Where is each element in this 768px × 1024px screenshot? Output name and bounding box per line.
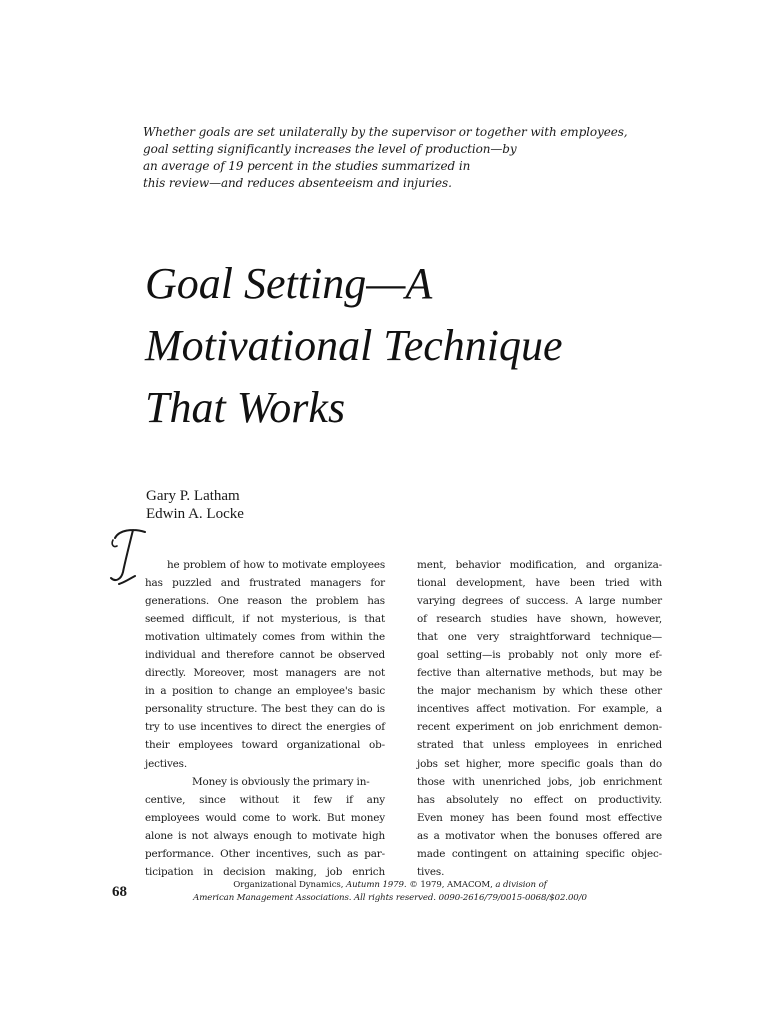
body-line: Money is obviously the primary in- <box>192 775 370 788</box>
title-line: Motivational Technique <box>145 321 563 370</box>
body-line: recent experiment on job enrichment demon- <box>417 721 662 734</box>
page-number: 68 <box>112 884 127 900</box>
body-line: performance. Other incentives, such as par- <box>145 847 385 860</box>
abstract-line: this review—and reduces absenteeism and injuries. <box>143 176 452 190</box>
body-line: their employees toward organizational ob- <box>145 739 385 752</box>
body-line: of research studies have shown, however, <box>417 613 662 626</box>
abstract <box>143 124 643 192</box>
publisher-notice: American Management Associations. All rights reserved. <box>193 893 436 903</box>
body-line: that one very straightforward technique— <box>417 631 662 644</box>
body-line: has absolutely no effect on productivity. <box>417 793 662 806</box>
body-line: made contingent on attaining specific objec- <box>417 847 662 860</box>
issue-date: Autumn 1979. <box>346 880 407 890</box>
body-line: individual and therefore cannot be observed <box>145 649 385 662</box>
body-line: alone is not always enough to motivate high <box>145 829 385 842</box>
body-line: in a position to change an employee's basic <box>145 685 385 698</box>
body-line: seemed difficult, if not mysterious, is that <box>145 613 385 626</box>
body-line: goal setting—is probably not only more ef- <box>417 649 662 662</box>
body-line: motivation ultimately comes from within the <box>145 631 385 644</box>
body-line: centive, since without it few if any <box>145 793 385 806</box>
body-line: tives. <box>417 865 445 878</box>
body-line: ticipation in decision making, job enrich <box>145 865 385 878</box>
body-line: has puzzled and frustrated managers for <box>145 577 385 590</box>
body-line: those with unenriched jobs, job enrichment <box>417 775 662 788</box>
journal-name: Organizational Dynamics, <box>233 880 344 890</box>
body-line: as a motivator when the bonuses offered are <box>417 829 662 842</box>
title-line: Goal Setting—A <box>145 259 433 308</box>
body-column-left <box>145 556 385 881</box>
body-line: try to use incentives to direct the energies of <box>145 721 385 734</box>
abstract-line: Whether goals are set unilaterally by the supervisor or together with employees, <box>143 125 628 139</box>
abstract-line: goal setting significantly increases the level of production—by <box>143 142 517 156</box>
body-line: fective than alternative methods, but may be <box>417 667 662 680</box>
footer-line-1 <box>180 879 600 892</box>
body-line: ment, behavior modification, and organiza- <box>417 559 662 571</box>
division-note: a division of <box>495 880 547 890</box>
copyright-notice: © 1979, AMACOM, <box>409 880 493 890</box>
abstract-line: an average of 19 percent in the studies summarized in <box>143 159 471 173</box>
body-line: jectives. <box>145 757 187 770</box>
body-line: generations. One reason the problem has <box>145 595 385 608</box>
body-line: Even money has been found most effective <box>417 811 662 824</box>
footer-line-2 <box>180 892 600 905</box>
body-line: employees would come to work. But money <box>145 811 385 824</box>
author-list <box>146 487 244 523</box>
drop-cap-t <box>109 526 149 586</box>
body-line: directly. Moreover, most managers are not <box>145 667 385 680</box>
body-line: strated that unless employees in enriched <box>417 739 662 752</box>
body-line: he problem of how to motivate employees <box>167 559 385 571</box>
body-line: jobs set higher, more specific goals than do <box>417 757 662 770</box>
footer-citation <box>180 879 600 905</box>
body-line: the major mechanism by which these other <box>417 685 662 698</box>
body-column-right <box>417 556 662 881</box>
body-line: tional development, have been tried with <box>417 577 662 590</box>
author-name: Edwin A. Locke <box>146 506 244 522</box>
title-line: That Works <box>145 383 346 432</box>
author-name: Gary P. Latham <box>146 488 240 504</box>
body-line: personality structure. The best they can do is <box>145 703 385 716</box>
article-code: 0090-2616/79/0015-0068/$02.00/0 <box>438 893 587 903</box>
article-title <box>145 253 725 439</box>
body-line: varying degrees of success. A large number <box>417 595 662 608</box>
body-line: incentives affect motivation. For example, a <box>417 703 662 716</box>
